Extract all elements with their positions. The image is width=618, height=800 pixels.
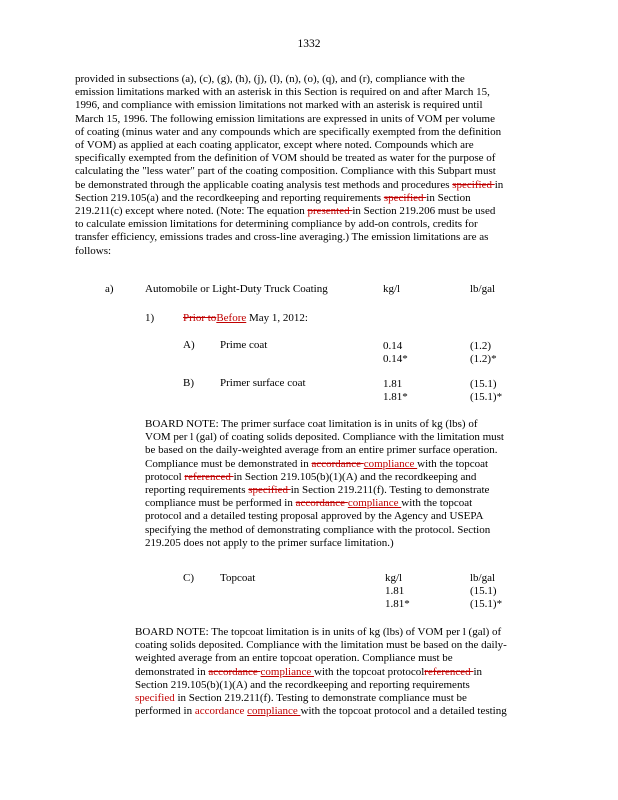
text-run: in Section 219.105(b)(1)(A) and the recordkeeping and [233,470,477,483]
lb-value: (15.1) [470,585,497,597]
text-run: protocol and a detailed testing proposal approved by the Agency and USEPA [145,510,484,523]
text-line [135,639,550,652]
text-line [135,626,550,639]
text-line [145,458,545,471]
text-run: in Section 219.211(f). Testing to demonstrate compliance must be [174,692,467,705]
row-name: Prime coat [220,339,268,351]
text-run: provided in subsections (a), (c), (g), (h), (j), (l), (n), (o), (q), and (r), compliance with the [75,73,465,85]
text-line [145,497,545,510]
text-line [75,73,545,86]
deleted-text: accordance [295,497,348,510]
inserted-text: compliance [347,497,402,510]
kg-value: 1.81* [383,391,408,403]
text-run: with the topcoat protocol [314,665,425,678]
kg-value: 0.14* [383,353,408,365]
text-line [145,537,545,550]
text-run: coating solids deposited. Compliance with the limitation must be based on the daily- [135,639,507,652]
text-run: in [494,178,504,191]
text-line [75,231,545,244]
row-label: A) [183,339,195,351]
text-run: demonstrated in [135,665,209,678]
text-line [75,179,545,192]
deleted-text: specified [383,191,427,204]
text-run: calculating the "less water" part of the coating composition. Compliance with this Subpart must [75,165,496,178]
text-run: of coating (minus water and any compounds which are specifically exempted from the definition [75,125,502,138]
kg-value: 1.81* [385,598,410,610]
intro-paragraph [75,73,545,258]
text-run: reporting requirements [145,484,249,497]
text-line [75,192,545,205]
deleted-text: accordance [311,457,364,470]
text-line [135,652,550,665]
text-run: with the topcoat protocol and a detailed testing [300,705,507,718]
text-run: in Section 219.211(f). Testing to demonstrate [290,484,490,497]
text-run: performed in [135,705,195,718]
text-run: transfer efficiency, emissions trades and cross-line averaging.) The emission limitations are as [75,231,489,244]
text-line [145,418,545,431]
text-run: Section 219.105(a) and the recordkeeping and reporting requirements [75,191,384,204]
text-run: compliance must be performed in [145,497,296,510]
kg-value: kg/l [385,572,403,584]
text-line [75,245,545,258]
text-run: in Section [426,191,471,204]
text-run: of VOM) as applied at each coating applicator, except where noted. Compounds which are [75,139,474,152]
kg-value: 0.14 [383,340,403,352]
text-line [135,692,550,705]
text-line [75,86,545,99]
deleted-text: referenced [184,470,234,483]
text-line [75,99,545,112]
text-run: 1996, and compliance with emission limitations not marked with an asterisk is required until [75,99,483,112]
inserted-text: compliance [247,705,301,718]
item-heading-rest: May 1, 2012: [246,312,308,324]
inserted-text: compliance [260,665,314,678]
lb-value: (15.1) [470,378,497,390]
subsection-title: Automobile or Light-Duty Truck Coating [145,283,328,295]
text-run: with the topcoat [417,457,489,470]
text-line [135,679,550,692]
lb-value: (15.1)* [470,598,503,610]
text-run: be demonstrated through the applicable coating analysis test methods and procedures [75,178,453,191]
row-name: Primer surface coat [220,377,306,389]
inserted-text: Before [216,312,247,324]
board-note-topcoat [135,626,550,718]
text-line [145,431,545,444]
text-line [75,126,545,139]
text-run: BOARD NOTE: The topcoat limitation is in units of kg (lbs) of VOM per l (gal) of [135,626,502,638]
text-line [75,152,545,165]
text-run: Section 219.105(b)(1)(A) and the recordkeeping and reporting requirements [135,678,470,691]
text-line [75,139,545,152]
kg-value: 1.81 [383,378,403,390]
inserted-text: accordance [194,705,248,718]
text-run: weighted average from an entire topcoat operation. Compliance must be [135,652,453,665]
subsection-label: a) [105,283,114,295]
text-line [75,165,545,178]
item-heading [183,312,308,325]
board-note-primer [145,418,545,550]
text-line [75,205,545,218]
text-run: VOM per l (gal) of coating solids deposited. Compliance with the limitation must [145,431,504,444]
kg-value: 1.81 [385,585,405,597]
text-line [145,444,545,457]
text-line [135,705,550,718]
deleted-text: referenced [424,665,474,678]
text-line [145,484,545,497]
text-run: BOARD NOTE: The primer surface coat limitation is in units of kg (lbs) of [145,418,478,430]
text-line [145,471,545,484]
lb-value: (15.1)* [470,391,503,403]
text-line [145,524,545,537]
deleted-text: specified [452,178,495,191]
text-line [145,510,545,523]
text-run: 219.211(c) except where noted. (Note: The equation [75,205,308,218]
lb-value: (1.2)* [470,353,497,365]
text-run: to calculate emission limitations for determining compliance by add-on controls, credits for [75,218,478,231]
text-run: 219.205 does not apply to the primer surface limitation.) [145,536,394,549]
inserted-text: compliance [363,457,418,470]
text-run: specifying the method of demonstrating compliance with the protocol. Section [145,523,491,536]
text-run: emission limitations marked with an asterisk in this Section is required on and after March 15, [75,86,490,99]
deleted-text: Prior to [183,312,217,324]
text-run: with the topcoat [401,497,473,510]
lb-value: lb/gal [470,572,496,584]
text-line [75,113,545,126]
text-run: follows: [75,244,112,257]
text-run: Compliance must be demonstrated in [145,457,312,470]
text-line [75,218,545,231]
page-number: 1332 [297,38,321,50]
text-run: in Section 219.206 must be used [352,205,496,218]
inserted-text: specified [135,692,175,705]
lb-value: (1.2) [470,340,492,352]
row-label: C) [183,572,194,584]
row-name: Topcoat [220,572,256,584]
text-line [135,666,550,679]
item-label: 1) [145,312,155,324]
text-run: protocol [145,470,185,483]
text-run: specifically exempted from the definition of VOM should be treated as water for the purpose of [75,152,496,165]
deleted-text: specified [248,484,291,497]
text-run: be based on the daily-weighted average from an entire primer surface operation. [145,444,498,457]
unit-kg-header: kg/l [383,283,401,295]
deleted-text: presented [307,205,353,218]
unit-lb-header: lb/gal [470,283,496,295]
deleted-text: accordance [208,665,261,678]
text-run: in [473,665,482,678]
text-run: March 15, 1996. The following emission limitations are expressed in units of VOM per volume [75,112,495,125]
row-label: B) [183,377,194,389]
